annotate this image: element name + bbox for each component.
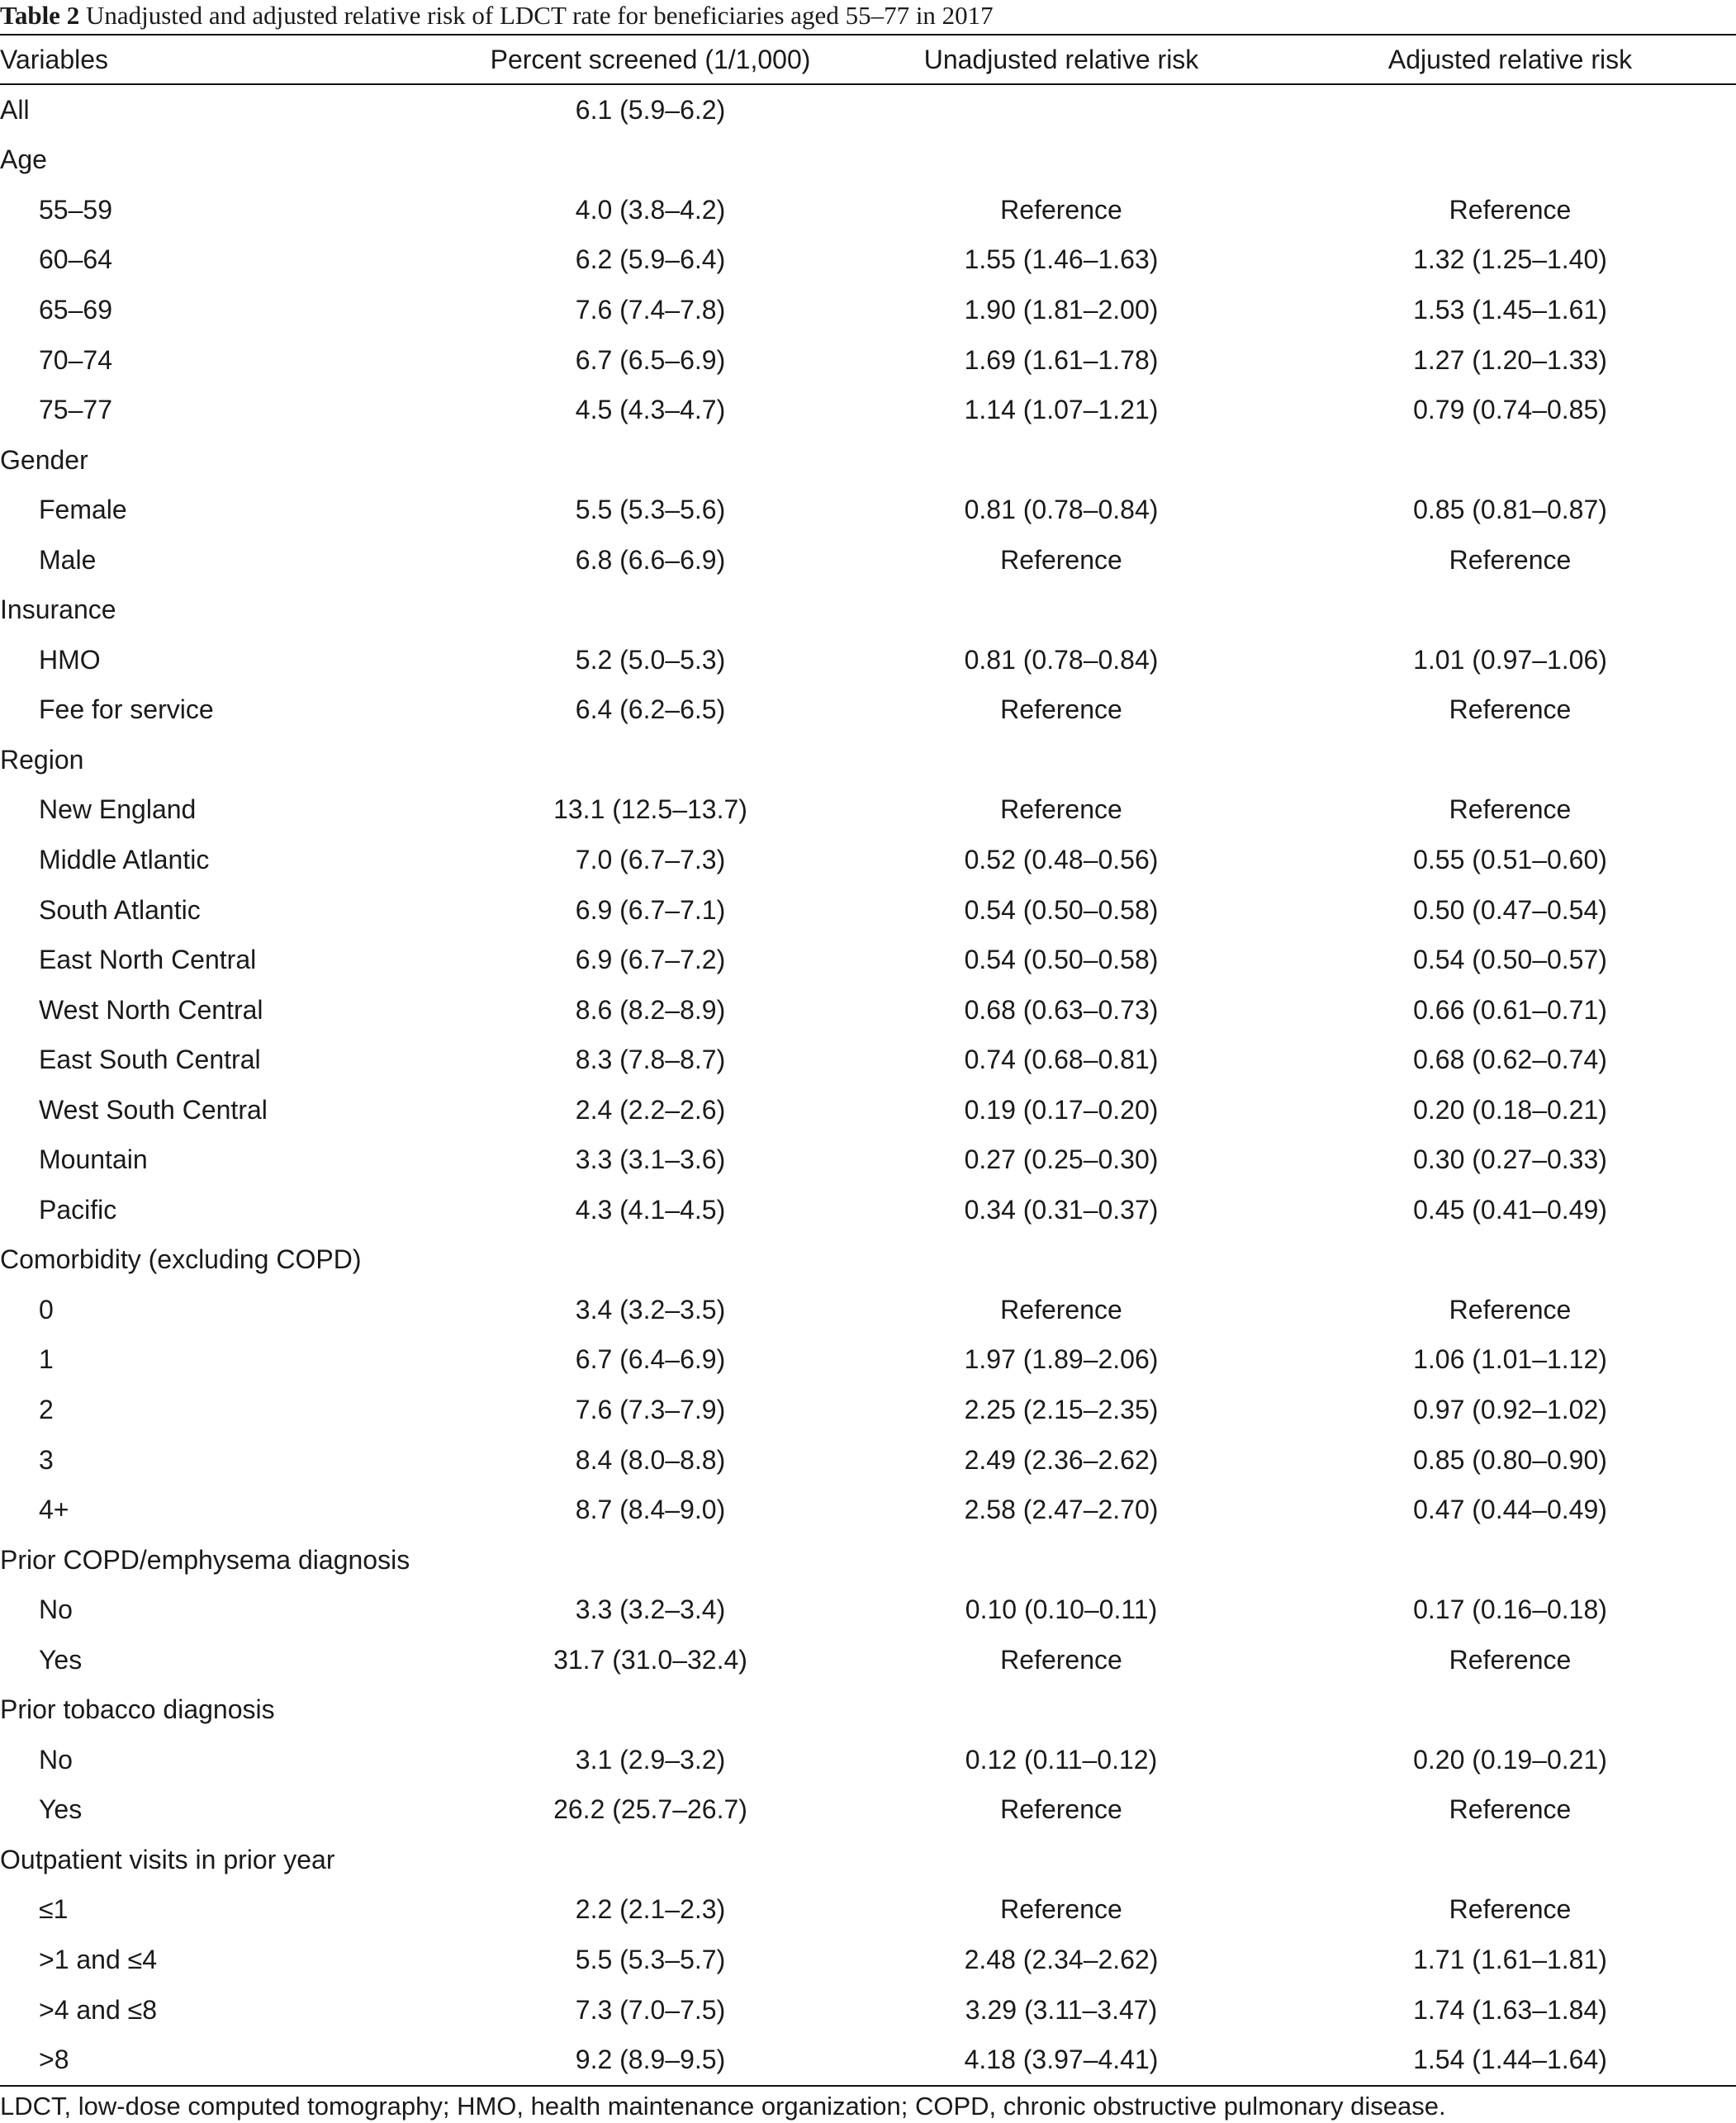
adjusted-rr-cell: Reference <box>1449 194 1572 225</box>
row-label: Region <box>0 744 84 775</box>
row-label: Middle Atlantic <box>39 844 210 874</box>
row-label: Male <box>39 544 97 575</box>
adjusted-rr-cell: 0.66 (0.61–0.71) <box>1413 994 1607 1025</box>
unadjusted-rr-cell: 1.55 (1.46–1.63) <box>964 244 1159 275</box>
percent-screened-cell <box>462 735 838 785</box>
adjusted-rr-cell: 1.01 (0.97–1.06) <box>1413 644 1607 675</box>
table-row <box>0 1735 1736 1785</box>
percent-screened-cell: 3.3 (3.2–3.4) <box>575 1595 726 1625</box>
unadjusted-rr-cell: Reference <box>1000 1294 1122 1325</box>
table-row <box>0 1535 1736 1585</box>
adjusted-rr-cell: 0.20 (0.19–0.21) <box>1413 1744 1607 1775</box>
row-label: Insurance <box>0 595 116 625</box>
adjusted-rr-cell: 0.47 (0.44–0.49) <box>1413 1495 1607 1525</box>
adjusted-rr-cell: Reference <box>1449 1894 1572 1925</box>
unadjusted-rr-cell: 0.10 (0.10–0.11) <box>965 1595 1158 1625</box>
table-row <box>0 1435 1736 1486</box>
row-label: 1 <box>39 1344 54 1375</box>
unadjusted-rr-cell: 0.74 (0.68–0.81) <box>964 1045 1159 1075</box>
row-label: No <box>39 1744 73 1775</box>
table-row <box>0 835 1736 885</box>
unadjusted-rr-cell <box>838 135 1284 186</box>
adjusted-rr-cell: 1.53 (1.45–1.61) <box>1413 294 1607 325</box>
row-label: East South Central <box>39 1045 261 1075</box>
percent-screened-cell: 6.1 (5.9–6.2) <box>575 94 726 125</box>
unadjusted-rr-cell: 0.54 (0.50–0.58) <box>964 945 1159 975</box>
percent-screened-cell: 6.7 (6.4–6.9) <box>575 1344 726 1375</box>
adjusted-rr-cell: 0.30 (0.27–0.33) <box>1413 1144 1607 1175</box>
table-row <box>0 1935 1736 1985</box>
table-caption <box>0 0 994 33</box>
unadjusted-rr-cell <box>838 1685 1284 1736</box>
unadjusted-rr-cell: 0.34 (0.31–0.37) <box>964 1194 1159 1225</box>
unadjusted-rr-cell: 4.18 (3.97–4.41) <box>964 2045 1159 2075</box>
unadjusted-rr-cell <box>838 1535 1284 1585</box>
table-footnote: LDCT, low-dose computed tomography; HMO, health maintenance organization; COPD, chronic obstructive pulmonary disease. <box>0 2092 1446 2121</box>
row-label: 60–64 <box>39 244 112 275</box>
table-row <box>0 1685 1736 1736</box>
adjusted-rr-cell: 0.85 (0.80–0.90) <box>1413 1444 1607 1475</box>
percent-screened-cell: 5.5 (5.3–5.7) <box>575 1945 726 1974</box>
adjusted-rr-cell <box>1284 1535 1736 1585</box>
adjusted-rr-cell: 1.74 (1.63–1.84) <box>1413 1994 1607 2025</box>
table-row <box>0 985 1736 1035</box>
adjusted-rr-cell <box>1284 585 1736 635</box>
percent-screened-cell: 7.6 (7.3–7.9) <box>575 1394 726 1424</box>
unadjusted-rr-cell: Reference <box>1000 1894 1122 1925</box>
percent-screened-cell: 7.3 (7.0–7.5) <box>575 1994 726 2025</box>
row-label: New England <box>39 794 197 825</box>
adjusted-rr-cell: 0.79 (0.74–0.85) <box>1413 395 1607 425</box>
row-label: >1 and ≤4 <box>39 1945 158 1974</box>
row-label: West South Central <box>39 1094 268 1125</box>
table-row <box>0 1235 1736 1286</box>
percent-screened-cell <box>462 435 838 486</box>
unadjusted-rr-cell: 1.97 (1.89–2.06) <box>964 1344 1159 1375</box>
row-label: >4 and ≤8 <box>39 1994 158 2025</box>
unadjusted-rr-cell: 3.29 (3.11–3.47) <box>965 1994 1158 2025</box>
percent-screened-cell <box>462 1535 838 1585</box>
percent-screened-cell: 5.5 (5.3–5.6) <box>575 495 726 525</box>
row-label: ≤1 <box>39 1894 69 1925</box>
unadjusted-rr-cell: 0.81 (0.78–0.84) <box>964 644 1159 675</box>
table-row <box>0 685 1736 736</box>
percent-screened-cell: 6.7 (6.5–6.9) <box>575 344 726 375</box>
unadjusted-rr-cell <box>838 1235 1284 1286</box>
unadjusted-rr-cell: 0.52 (0.48–0.56) <box>964 844 1159 874</box>
unadjusted-rr-cell: 0.19 (0.17–0.20) <box>964 1094 1159 1125</box>
table-row <box>0 735 1736 785</box>
unadjusted-rr-cell: 1.69 (1.61–1.78) <box>964 344 1159 375</box>
unadjusted-rr-cell: 1.14 (1.07–1.21) <box>964 395 1159 425</box>
unadjusted-rr-cell <box>838 85 1284 135</box>
adjusted-rr-cell <box>1284 735 1736 785</box>
column-header-variables: Variables <box>0 44 109 74</box>
percent-screened-cell: 2.2 (2.1–2.3) <box>575 1894 726 1925</box>
row-label: 70–74 <box>39 344 112 375</box>
table-row <box>0 785 1736 836</box>
row-label: South Atlantic <box>39 894 201 925</box>
table-row <box>0 135 1736 186</box>
percent-screened-cell: 2.4 (2.2–2.6) <box>575 1094 726 1125</box>
adjusted-rr-cell: Reference <box>1449 1644 1572 1675</box>
adjusted-rr-cell: Reference <box>1449 544 1572 575</box>
row-label: 0 <box>39 1294 54 1325</box>
unadjusted-rr-cell: 0.81 (0.78–0.84) <box>964 495 1159 525</box>
row-label: All <box>0 94 30 125</box>
percent-screened-cell: 9.2 (8.9–9.5) <box>575 2045 726 2075</box>
table-row <box>0 485 1736 535</box>
percent-screened-cell: 26.2 (25.7–26.7) <box>553 1794 747 1825</box>
adjusted-rr-cell <box>1284 1685 1736 1736</box>
adjusted-rr-cell: 0.68 (0.62–0.74) <box>1413 1045 1607 1075</box>
row-label: Outpatient visits in prior year <box>0 1844 335 1874</box>
table-row <box>0 85 1736 135</box>
row-label: Prior COPD/emphysema diagnosis <box>0 1544 410 1575</box>
table-row <box>0 435 1736 486</box>
adjusted-rr-cell: 0.50 (0.47–0.54) <box>1413 894 1607 925</box>
table-row <box>0 385 1736 435</box>
table-row <box>0 1335 1736 1386</box>
percent-screened-cell: 6.9 (6.7–7.2) <box>575 945 726 975</box>
adjusted-rr-cell <box>1284 1835 1736 1885</box>
percent-screened-cell: 6.2 (5.9–6.4) <box>575 244 726 275</box>
percent-screened-cell: 8.6 (8.2–8.9) <box>575 994 726 1025</box>
unadjusted-rr-cell: Reference <box>1000 1644 1122 1675</box>
adjusted-rr-cell: 0.85 (0.81–0.87) <box>1413 495 1607 525</box>
percent-screened-cell: 4.3 (4.1–4.5) <box>575 1194 726 1225</box>
adjusted-rr-cell: 0.20 (0.18–0.21) <box>1413 1094 1607 1125</box>
percent-screened-cell: 8.7 (8.4–9.0) <box>575 1495 726 1525</box>
table-row <box>0 2035 1736 2085</box>
unadjusted-rr-cell: 2.25 (2.15–2.35) <box>964 1394 1159 1424</box>
percent-screened-cell: 6.9 (6.7–7.1) <box>575 894 726 925</box>
table-row <box>0 885 1736 936</box>
unadjusted-rr-cell: 2.48 (2.34–2.62) <box>964 1945 1159 1974</box>
table-row <box>0 235 1736 286</box>
table-row <box>0 1085 1736 1135</box>
unadjusted-rr-cell <box>838 1835 1284 1885</box>
adjusted-rr-cell: 1.32 (1.25–1.40) <box>1413 244 1607 275</box>
header-row <box>0 36 1736 83</box>
unadjusted-rr-cell <box>838 735 1284 785</box>
unadjusted-rr-cell: Reference <box>1000 694 1122 725</box>
row-label: West North Central <box>39 994 263 1025</box>
table-label: Table 2 <box>0 1 80 30</box>
adjusted-rr-cell: 0.17 (0.16–0.18) <box>1413 1595 1607 1625</box>
table-row <box>0 1185 1736 1235</box>
adjusted-rr-cell: Reference <box>1449 1294 1572 1325</box>
row-label: Comorbidity (excluding COPD) <box>0 1244 362 1275</box>
table-row <box>0 335 1736 386</box>
percent-screened-cell <box>462 1235 838 1286</box>
adjusted-rr-cell: 1.54 (1.44–1.64) <box>1413 2045 1607 2075</box>
adjusted-rr-cell: 0.45 (0.41–0.49) <box>1413 1194 1607 1225</box>
adjusted-rr-cell: 1.06 (1.01–1.12) <box>1413 1344 1607 1375</box>
percent-screened-cell <box>462 585 838 635</box>
percent-screened-cell <box>462 135 838 186</box>
percent-screened-cell: 6.8 (6.6–6.9) <box>575 544 726 575</box>
row-label: Yes <box>39 1644 83 1675</box>
adjusted-rr-cell <box>1284 85 1736 135</box>
adjusted-rr-cell: Reference <box>1449 694 1572 725</box>
row-label: Female <box>39 495 127 525</box>
table-row <box>0 1885 1736 1936</box>
unadjusted-rr-cell: Reference <box>1000 194 1122 225</box>
row-label: Gender <box>0 444 88 475</box>
unadjusted-rr-cell: 2.49 (2.36–2.62) <box>964 1444 1159 1475</box>
adjusted-rr-cell: 0.97 (0.92–1.02) <box>1413 1394 1607 1424</box>
table-row <box>0 1585 1736 1635</box>
row-label: >8 <box>39 2045 69 2075</box>
table-row <box>0 585 1736 635</box>
row-label: HMO <box>39 644 101 675</box>
percent-screened-cell: 7.0 (6.7–7.3) <box>575 844 726 874</box>
row-label: 55–59 <box>39 194 112 225</box>
table-row <box>0 1485 1736 1535</box>
percent-screened-cell: 7.6 (7.4–7.8) <box>575 294 726 325</box>
row-label: East North Central <box>39 945 257 975</box>
unadjusted-rr-cell: 2.58 (2.47–2.70) <box>964 1495 1159 1525</box>
unadjusted-rr-cell: Reference <box>1000 544 1122 575</box>
row-label: 75–77 <box>39 395 112 425</box>
percent-screened-cell: 3.3 (3.1–3.6) <box>575 1144 726 1175</box>
unadjusted-rr-cell: 0.12 (0.11–0.12) <box>965 1744 1158 1775</box>
row-label: No <box>39 1595 73 1625</box>
unadjusted-rr-cell: 0.68 (0.63–0.73) <box>964 994 1159 1025</box>
table-row <box>0 285 1736 335</box>
column-header-unadjusted-rr: Unadjusted relative risk <box>923 44 1199 74</box>
unadjusted-rr-cell: 0.54 (0.50–0.58) <box>964 894 1159 925</box>
adjusted-rr-cell <box>1284 135 1736 186</box>
table-row <box>0 535 1736 585</box>
table-row <box>0 935 1736 985</box>
adjusted-rr-cell: 1.71 (1.61–1.81) <box>1413 1945 1607 1974</box>
row-label: Yes <box>39 1794 83 1825</box>
table-row <box>0 1635 1736 1685</box>
row-label: Prior tobacco diagnosis <box>0 1694 275 1725</box>
table-body <box>0 85 1736 2085</box>
unadjusted-rr-cell: Reference <box>1000 1794 1122 1825</box>
table-header <box>0 36 1736 83</box>
percent-screened-cell: 3.4 (3.2–3.5) <box>575 1294 726 1325</box>
row-label: Age <box>0 145 47 175</box>
table-row <box>0 1385 1736 1435</box>
percent-screened-cell: 6.4 (6.2–6.5) <box>575 694 726 725</box>
adjusted-rr-cell <box>1284 1235 1736 1286</box>
table-rows <box>0 85 1736 2085</box>
table-row <box>0 1285 1736 1335</box>
row-label: 4+ <box>39 1495 69 1525</box>
table-row <box>0 1785 1736 1836</box>
percent-screened-cell <box>462 1835 838 1885</box>
row-label: Pacific <box>39 1194 117 1225</box>
percent-screened-cell: 3.1 (2.9–3.2) <box>575 1744 726 1775</box>
table-title: Unadjusted and adjusted relative risk of LDCT rate for beneficiaries aged 55–77 in 2017 <box>79 1 994 30</box>
column-header-adjusted-rr: Adjusted relative risk <box>1387 44 1633 74</box>
percent-screened-cell <box>462 1685 838 1736</box>
row-label: 65–69 <box>39 294 112 325</box>
percent-screened-cell: 13.1 (12.5–13.7) <box>553 794 747 825</box>
row-label: 3 <box>39 1444 54 1475</box>
adjusted-rr-cell: 1.27 (1.20–1.33) <box>1413 344 1607 375</box>
unadjusted-rr-cell: Reference <box>1000 794 1122 825</box>
percent-screened-cell: 8.3 (7.8–8.7) <box>575 1045 726 1075</box>
percent-screened-cell: 31.7 (31.0–32.4) <box>553 1644 747 1675</box>
table-row <box>0 635 1736 685</box>
unadjusted-rr-cell <box>838 585 1284 635</box>
table-row <box>0 185 1736 235</box>
unadjusted-rr-cell: 0.27 (0.25–0.30) <box>964 1144 1159 1175</box>
adjusted-rr-cell: 0.55 (0.51–0.60) <box>1413 844 1607 874</box>
adjusted-rr-cell: 0.54 (0.50–0.57) <box>1413 945 1607 975</box>
row-label: Fee for service <box>39 694 214 725</box>
column-header-percent-screened: Percent screened (1/1,000) <box>490 44 811 74</box>
table-row <box>0 1835 1736 1885</box>
table-row <box>0 1035 1736 1085</box>
bottom-rule <box>0 2085 1736 2087</box>
percent-screened-cell: 8.4 (8.0–8.8) <box>575 1444 726 1475</box>
adjusted-rr-cell: Reference <box>1449 1794 1572 1825</box>
adjusted-rr-cell <box>1284 435 1736 486</box>
percent-screened-cell: 4.0 (3.8–4.2) <box>575 194 726 225</box>
unadjusted-rr-cell: 1.90 (1.81–2.00) <box>964 294 1159 325</box>
table-row <box>0 1135 1736 1185</box>
unadjusted-rr-cell <box>838 435 1284 486</box>
row-label: 2 <box>39 1394 54 1424</box>
percent-screened-cell: 5.2 (5.0–5.3) <box>575 644 726 675</box>
adjusted-rr-cell: Reference <box>1449 794 1572 825</box>
table-row <box>0 1985 1736 2035</box>
percent-screened-cell: 4.5 (4.3–4.7) <box>575 395 726 425</box>
row-label: Mountain <box>39 1144 148 1175</box>
